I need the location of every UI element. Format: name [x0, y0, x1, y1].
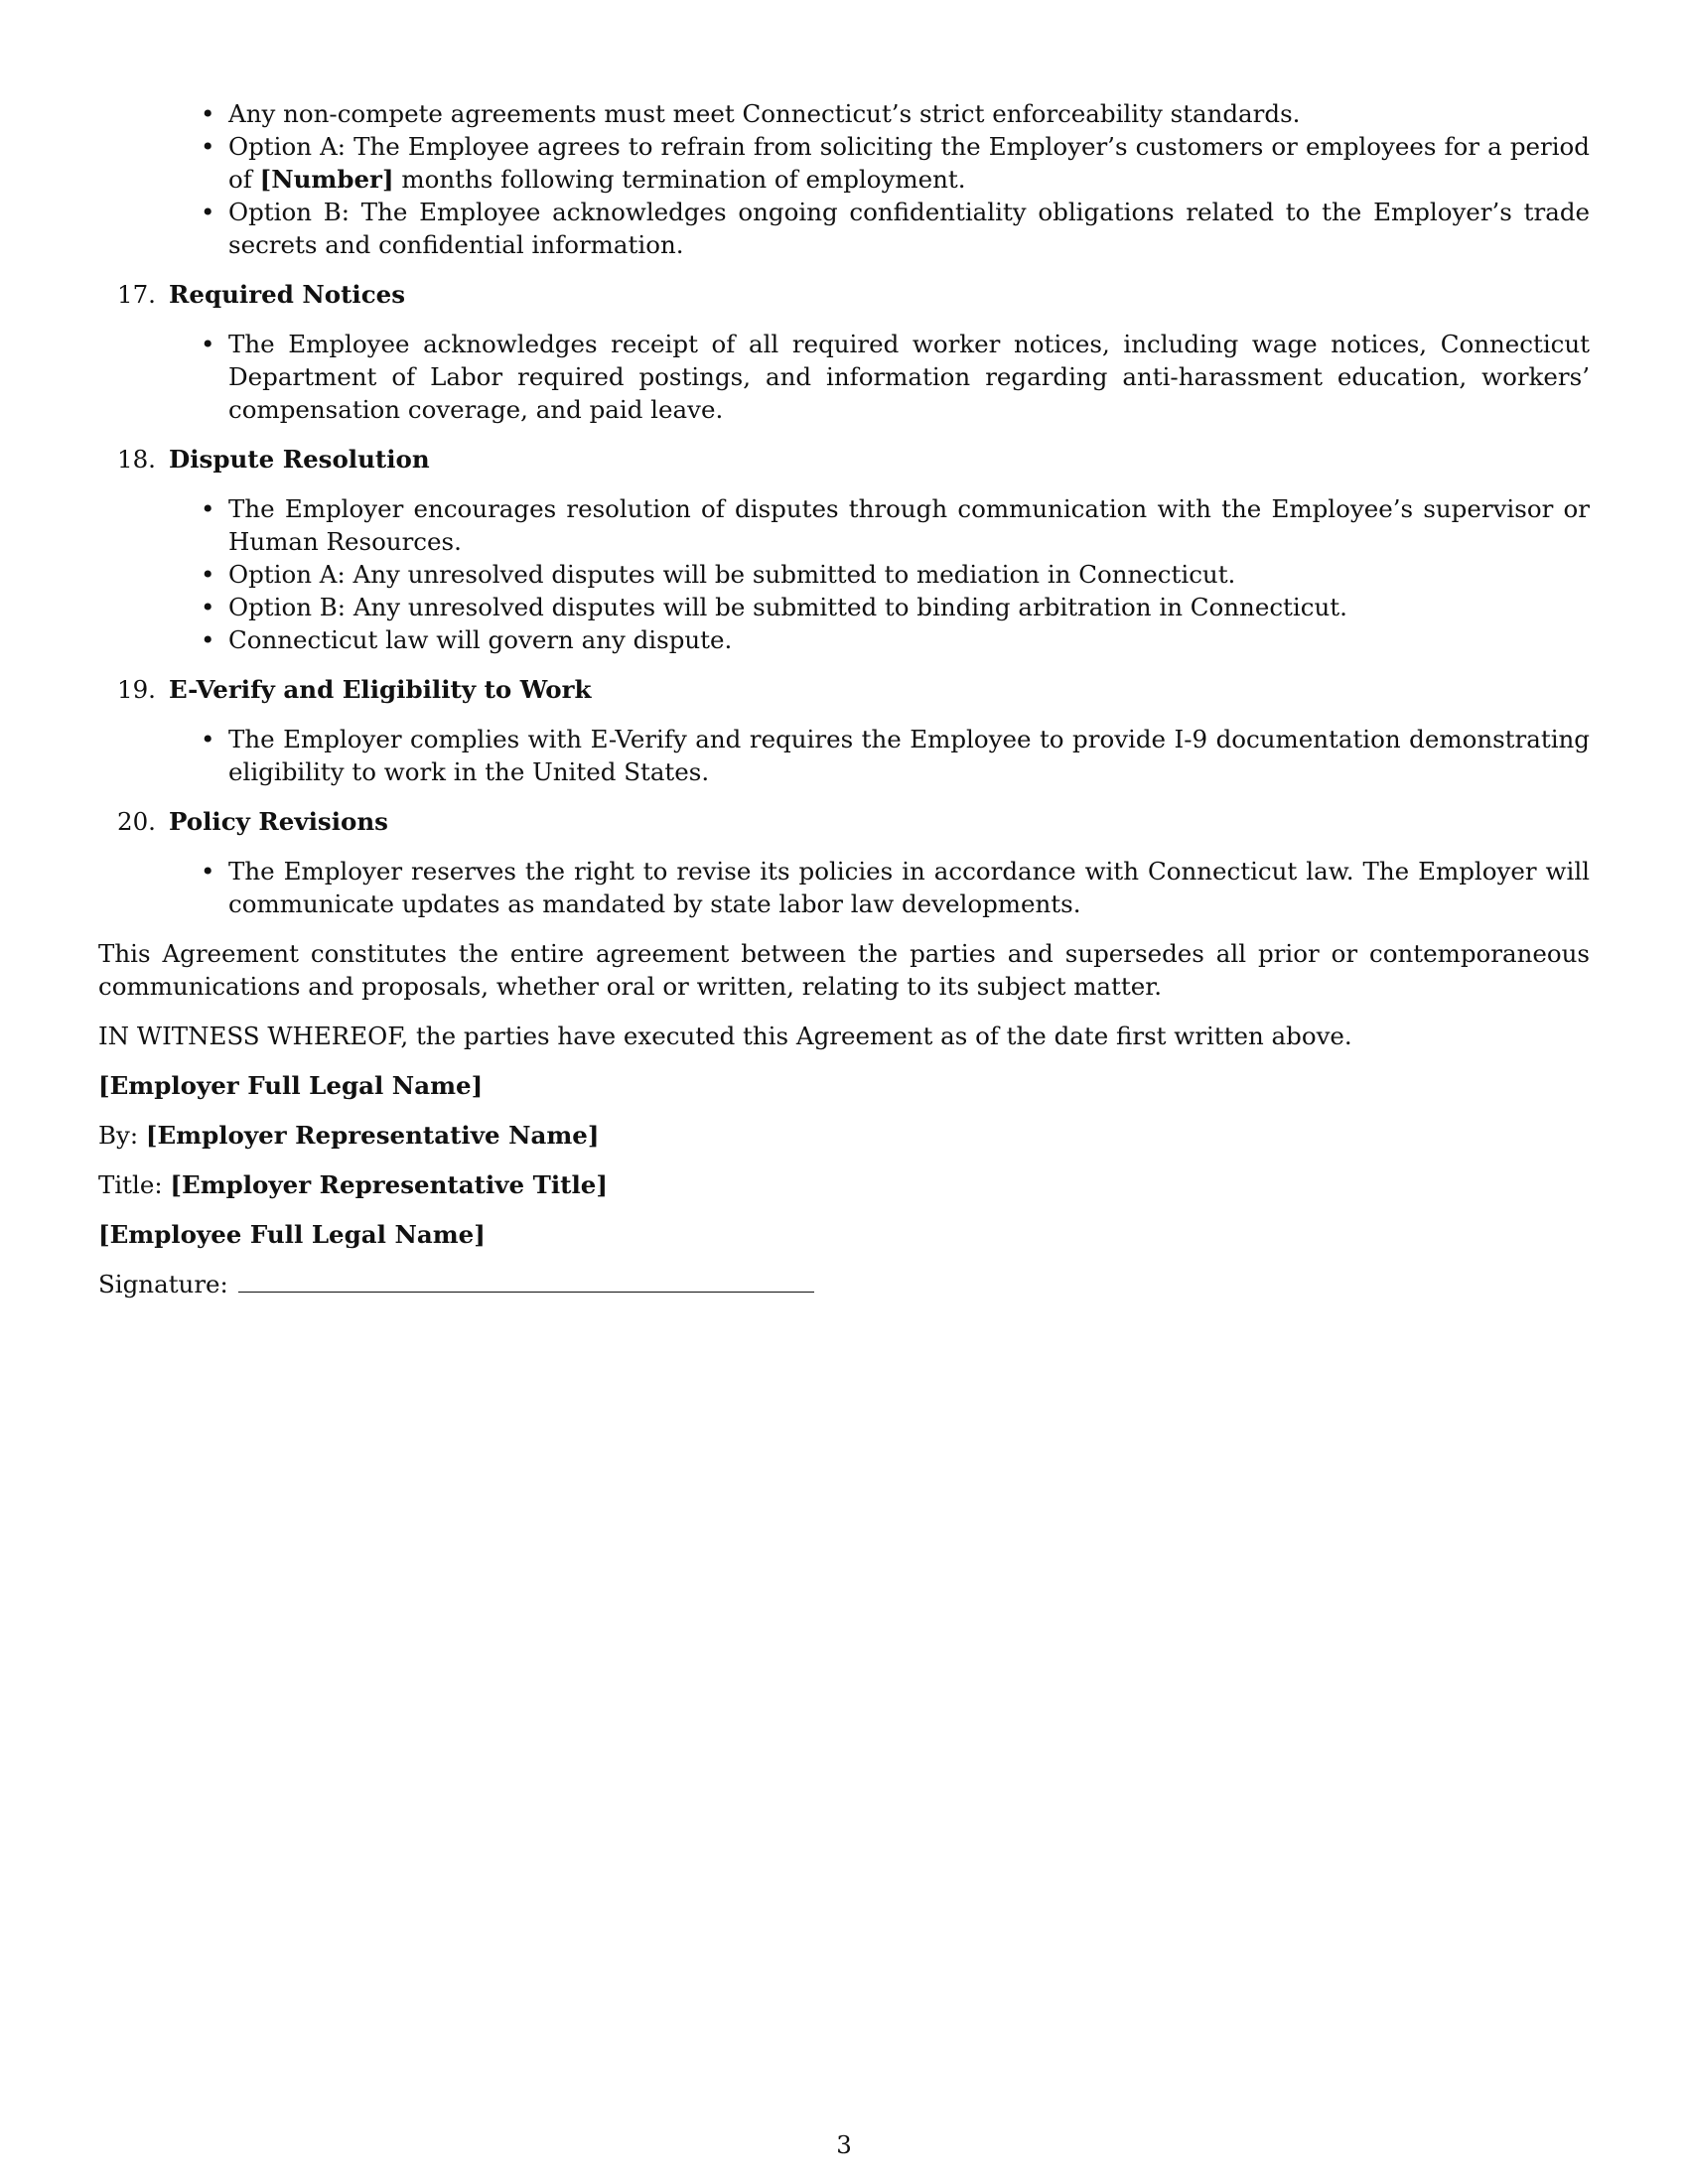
section-number: 17. [117, 280, 156, 309]
bullet-text: Option B: Any unresolved disputes will be submitted to binding arbitration in Connecticut. [228, 593, 1347, 621]
section-title: Policy Revisions [169, 807, 388, 836]
list-item [98, 328, 1590, 426]
section-number: 19. [117, 675, 156, 704]
list-item [98, 558, 1590, 591]
rep-title: [Employer Representative Title] [170, 1170, 608, 1199]
employee-name: [Employee Full Legal Name] [98, 1220, 486, 1249]
bullet-icon: • [201, 725, 215, 753]
bullet-text-pre: Option A: The Employee agrees to refrain from soliciting the Employer’s customers or employees for a period of [228, 132, 1590, 194]
signature-line [98, 1268, 1590, 1300]
employer-name: [Employer Full Legal Name] [98, 1071, 484, 1100]
section-title: Required Notices [169, 280, 406, 309]
signature-label: Signature: [98, 1270, 228, 1298]
rep-name: [Employer Representative Name] [145, 1121, 600, 1150]
bullet-icon: • [201, 330, 215, 358]
bullet-icon: • [201, 560, 215, 589]
bullet-text: The Employer reserves the right to revise its policies in accordance with Connecticut law. The Employer will communicate updates as mandated by state labor law developments. [228, 857, 1590, 918]
entire-agreement-paragraph: This Agreement constitutes the entire agreement between the parties and supersedes all prior or contemporaneous communications and proposals, whether oral or written, relating to its subject matter. [98, 939, 1590, 1001]
bullet-icon: • [201, 99, 215, 128]
list-item [98, 196, 1590, 261]
section-heading-e-verify [98, 673, 1590, 706]
section-number: 18. [117, 445, 156, 474]
number-placeholder: [Number] [259, 165, 394, 194]
bullet-text-post: months following termination of employment. [393, 165, 966, 194]
page-number: 3 [836, 2130, 852, 2159]
bullet-text: The Employer encourages resolution of disputes through communication with the Employee’s supervisor or Human Resources. [228, 494, 1590, 556]
bullet-text: Option B: The Employee acknowledges ongoing confidentiality obligations related to the Employer’s trade secrets and confidential information. [228, 198, 1590, 259]
list-item [98, 492, 1590, 558]
section-bullet-list [98, 723, 1590, 788]
bullet-text: The Employer complies with E-Verify and requires the Employee to provide I-9 documentation demonstrating eligibility to work in the United States. [228, 725, 1590, 786]
section-number: 20. [117, 807, 156, 836]
title-line [98, 1168, 1590, 1201]
bullet-text: Connecticut law will govern any dispute. [228, 625, 733, 654]
list-item [98, 623, 1590, 656]
bullet-text: Option A: Any unresolved disputes will be submitted to mediation in Connecticut. [228, 560, 1236, 589]
section-heading-required-notices [98, 278, 1590, 311]
bullet-text: Any non-compete agreements must meet Connecticut’s strict enforceability standards. [228, 99, 1301, 128]
document-page [98, 97, 1590, 1300]
bullet-icon: • [201, 593, 215, 621]
list-item [98, 855, 1590, 920]
intro-bullet-list [98, 97, 1590, 261]
witness-paragraph: IN WITNESS WHEREOF, the parties have executed this Agreement as of the date first written above. [98, 1022, 1352, 1050]
list-item [98, 723, 1590, 788]
section-heading-dispute-resolution [98, 443, 1590, 476]
bullet-icon: • [201, 132, 215, 161]
section-title: Dispute Resolution [169, 445, 430, 474]
signature-blank [238, 1270, 814, 1293]
by-line [98, 1119, 1590, 1152]
bullet-icon: • [201, 494, 215, 523]
title-label: Title: [98, 1170, 163, 1199]
section-heading-policy-revisions [98, 805, 1590, 838]
section-bullet-list [98, 855, 1590, 920]
bullet-icon: • [201, 198, 215, 226]
list-item [98, 130, 1590, 196]
by-label: By: [98, 1121, 139, 1150]
bullet-icon: • [201, 625, 215, 654]
list-item [98, 591, 1590, 623]
bullet-icon: • [201, 857, 215, 886]
section-bullet-list [98, 328, 1590, 426]
section-bullet-list [98, 492, 1590, 656]
list-item [98, 97, 1590, 130]
bullet-text: The Employee acknowledges receipt of all required worker notices, including wage notices, Connecticut Department of Labor required postings, and information regarding anti-harassment education, workers’ compensation coverage, and paid leave. [228, 330, 1590, 424]
section-title: E-Verify and Eligibility to Work [169, 675, 592, 704]
